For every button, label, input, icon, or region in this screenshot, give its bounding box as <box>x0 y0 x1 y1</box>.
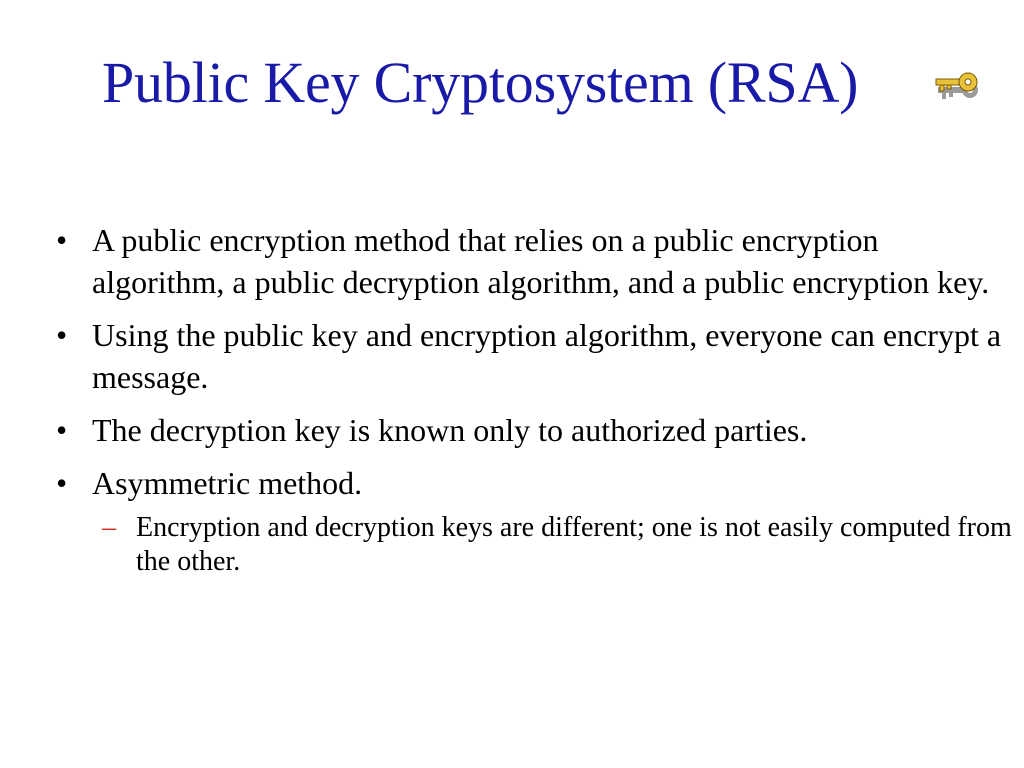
sub-bullet-item <box>56 511 1016 579</box>
bullet-text: Asymmetric method. <box>92 465 363 501</box>
sub-bullet-marker: – <box>102 512 116 543</box>
slide-title: Public Key Cryptosystem (RSA) <box>102 50 859 115</box>
sub-bullet-text: Encryption and decryption keys are different; one is not easily computed from the other. <box>136 512 1012 577</box>
bullet-marker: • <box>56 222 68 258</box>
bullet-item <box>56 462 1016 504</box>
bullet-list <box>56 219 1016 579</box>
bullet-item <box>56 314 1016 398</box>
bullet-item <box>56 219 1016 303</box>
bullet-marker: • <box>56 412 68 448</box>
bullet-marker: • <box>56 465 68 501</box>
bullet-marker: • <box>56 317 68 353</box>
bullet-text: The decryption key is known only to authorized parties. <box>92 412 808 448</box>
bullet-text: Using the public key and encryption algorithm, everyone can encrypt a message. <box>92 317 1002 395</box>
key-icon <box>934 70 982 106</box>
bullet-item <box>56 409 1016 451</box>
bullet-text: A public encryption method that relies on a public encryption algorithm, a public decryption algorithm, and a public encryption key. <box>92 222 990 300</box>
